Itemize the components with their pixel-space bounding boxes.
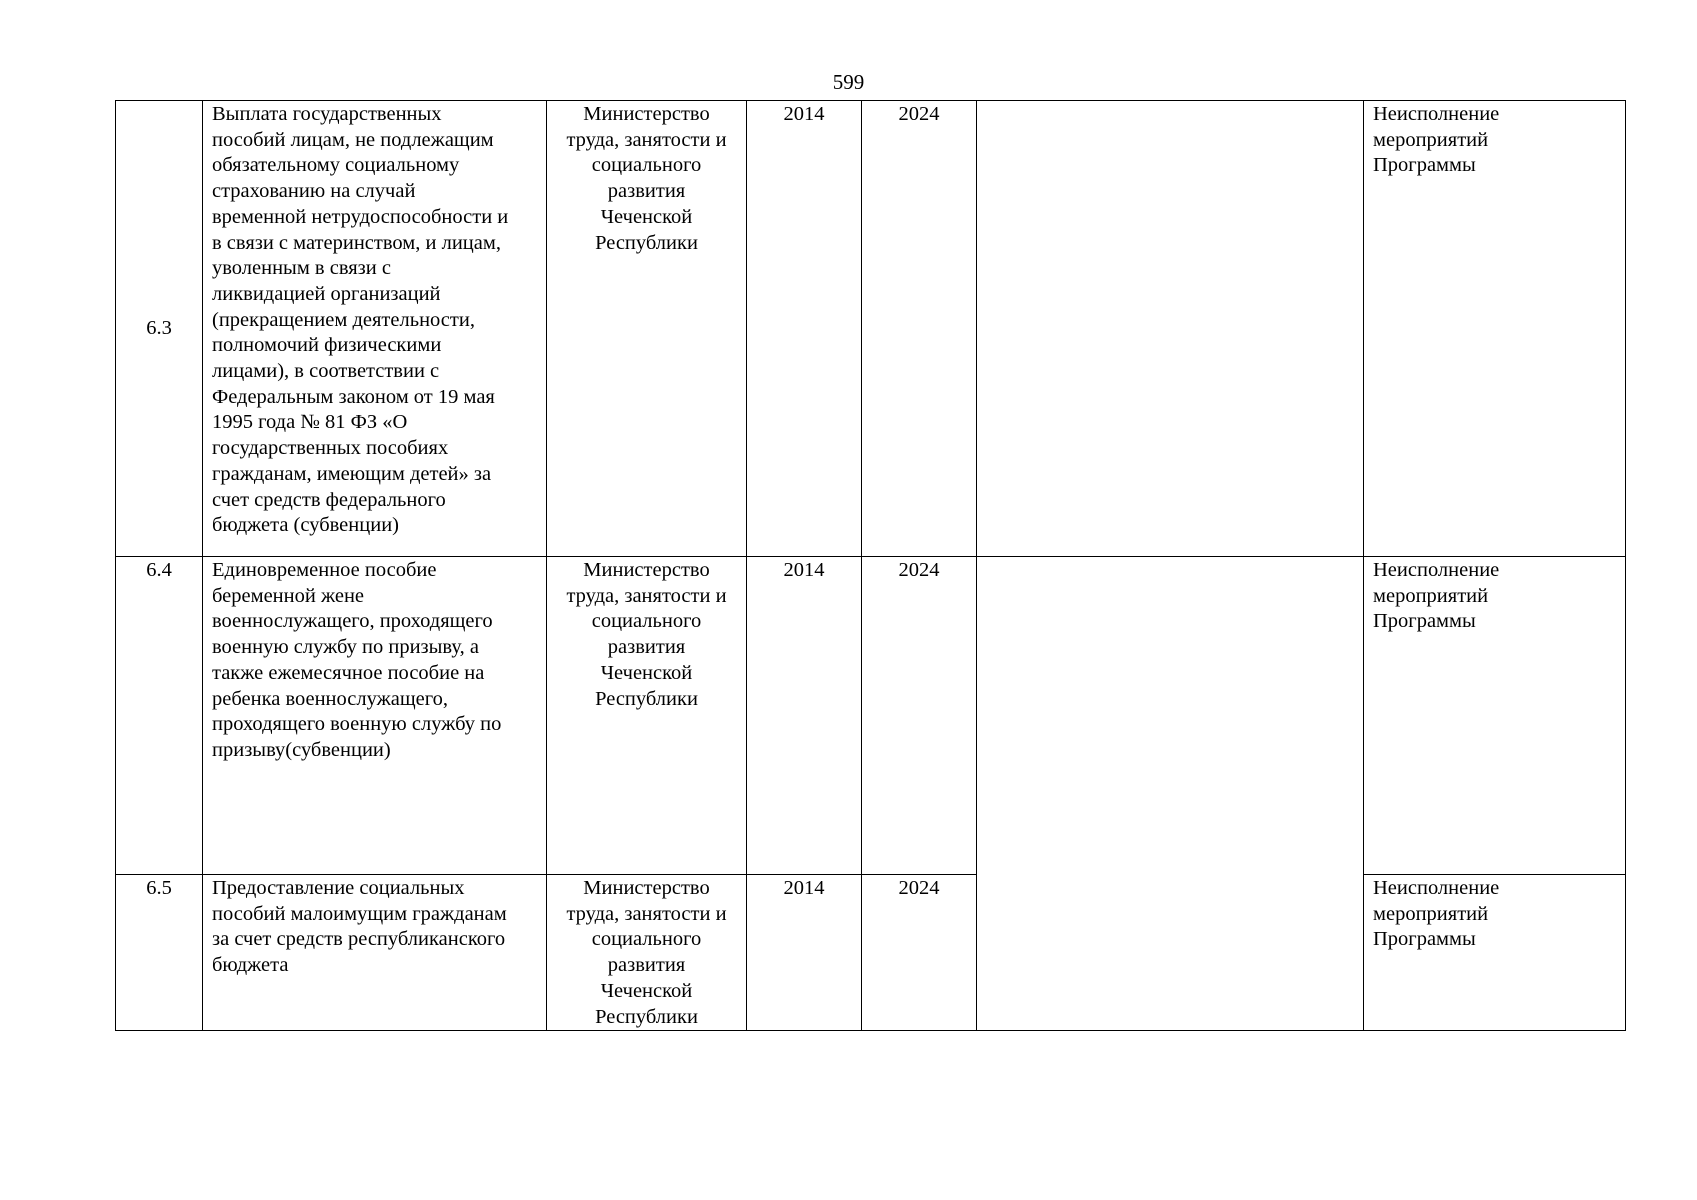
expected-result: [977, 557, 1364, 1031]
start-year: 2014: [747, 101, 862, 557]
table-row: [116, 557, 1626, 875]
program-measures-table: [115, 100, 1626, 1031]
expected-result: [977, 101, 1364, 557]
non-fulfillment-consequence: Неисполнение мероприятий Программы: [1364, 557, 1626, 875]
end-year: 2024: [862, 875, 977, 1031]
end-year: 2024: [862, 101, 977, 557]
measure-name: Предоставление социальных пособий малоимущим гражданам за счет средств республиканского бюджета: [203, 875, 547, 1031]
page-number: 599: [832, 70, 865, 94]
executor: Министерство труда, занятости и социального развития Чеченской Республики: [547, 875, 747, 1031]
table-row: [116, 101, 1626, 557]
measure-name: Единовременное пособие беременной жене военнослужащего, проходящего военную службу по призыву, а также ежемесячное пособие на ребенка военнослужащего, проходящего военную службу по призыву(субвенции): [203, 557, 547, 875]
row-number: 6.3: [116, 101, 203, 557]
executor: Министерство труда, занятости и социального развития Чеченской Республики: [547, 101, 747, 557]
measure-name: Выплата государственных пособий лицам, не подлежащим обязательному социальному страхованию на случай временной нетрудоспособности и в связи с материнством, и лицам, уволенным в связи с ликвидацией организаций (прекращением деятельности, полномочий физическими лицами), в соответствии с Федеральным законом от 19 мая 1995 года № 81 ФЗ «О государственных пособиях гражданам, имеющим детей» за счет средств федерального бюджета (субвенции): [203, 101, 547, 557]
non-fulfillment-consequence: Неисполнение мероприятий Программы: [1364, 101, 1626, 557]
start-year: 2014: [747, 875, 862, 1031]
non-fulfillment-consequence: Неисполнение мероприятий Программы: [1364, 875, 1626, 1031]
start-year: 2014: [747, 557, 862, 875]
row-number: 6.4: [116, 557, 203, 875]
row-number: 6.5: [116, 875, 203, 1031]
executor: Министерство труда, занятости и социального развития Чеченской Республики: [547, 557, 747, 875]
table-row: [116, 875, 1626, 1031]
end-year: 2024: [862, 557, 977, 875]
